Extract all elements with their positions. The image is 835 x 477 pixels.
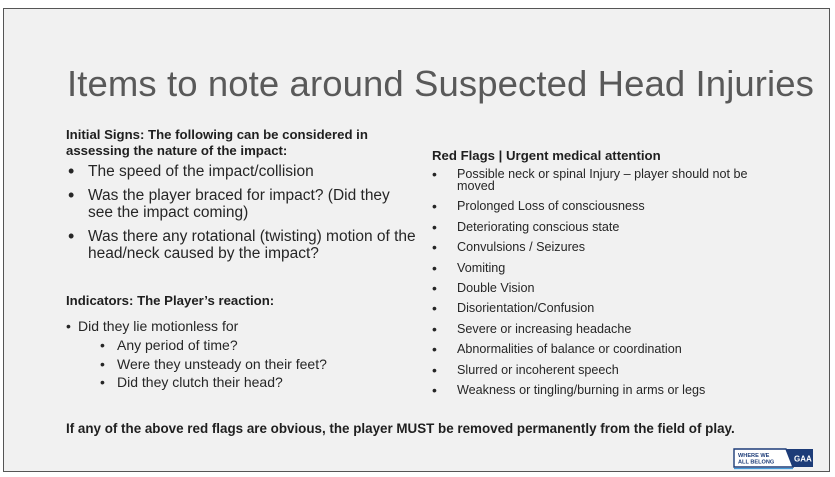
- list-item: • Double Vision: [432, 282, 782, 294]
- gaa-logo: [733, 446, 813, 470]
- list-item: • Severe or increasing headache: [432, 323, 782, 335]
- indicators-list: [66, 317, 416, 392]
- list-item: • Any period of time?: [100, 336, 416, 355]
- list-item: • Vomiting: [432, 262, 782, 274]
- footer-warning: If any of the above red flags are obvious, the player MUST be removed permanently from the field of play.: [66, 421, 735, 436]
- list-item: • Disorientation/Confusion: [432, 302, 782, 314]
- red-flags-section: [432, 148, 782, 404]
- logo-line1: WHERE WE: [738, 453, 770, 459]
- initial-signs-section: [66, 127, 416, 269]
- list-item: • Was the player braced for impact? (Did they see the impact coming): [66, 187, 416, 221]
- slide: [3, 8, 830, 472]
- list-item: • Did they clutch their head?: [100, 373, 416, 392]
- initial-signs-heading: Initial Signs: The following can be considered in assessing the nature of the impact:: [66, 127, 368, 158]
- list-item: [66, 317, 416, 392]
- list-item: • Deteriorating conscious state: [432, 221, 782, 233]
- logo-mark-text: GAA: [794, 454, 812, 464]
- red-flags-list: [432, 168, 782, 396]
- indicators-section: [66, 293, 416, 392]
- logo-line2: ALL BELONG: [738, 459, 775, 466]
- slide-title: Items to note around Suspected Head Injuries: [67, 63, 815, 104]
- list-item: • The speed of the impact/collision: [66, 163, 416, 180]
- indicator-item: Did they lie motionless for: [78, 318, 239, 334]
- list-item: • Were they unsteady on their feet?: [100, 355, 416, 374]
- red-flags-heading: Red Flags | Urgent medical attention: [432, 148, 661, 163]
- list-item: • Prolonged Loss of consciousness: [432, 200, 782, 212]
- indicators-heading: Indicators: The Player’s reaction:: [66, 293, 275, 308]
- list-item: • Possible neck or spinal Injury – player should not be moved: [432, 168, 782, 192]
- list-item: • Abnormalities of balance or coordination: [432, 343, 782, 355]
- list-item: • Slurred or incoherent speech: [432, 364, 782, 376]
- list-item: • Weakness or tingling/burning in arms or legs: [432, 384, 782, 396]
- list-item: • Convulsions / Seizures: [432, 241, 782, 253]
- initial-signs-list: [66, 163, 416, 262]
- indicator-sublist: [78, 336, 416, 392]
- gaa-logo-mark: [733, 446, 813, 470]
- list-item: • Was there any rotational (twisting) motion of the head/neck caused by the impact?: [66, 228, 416, 262]
